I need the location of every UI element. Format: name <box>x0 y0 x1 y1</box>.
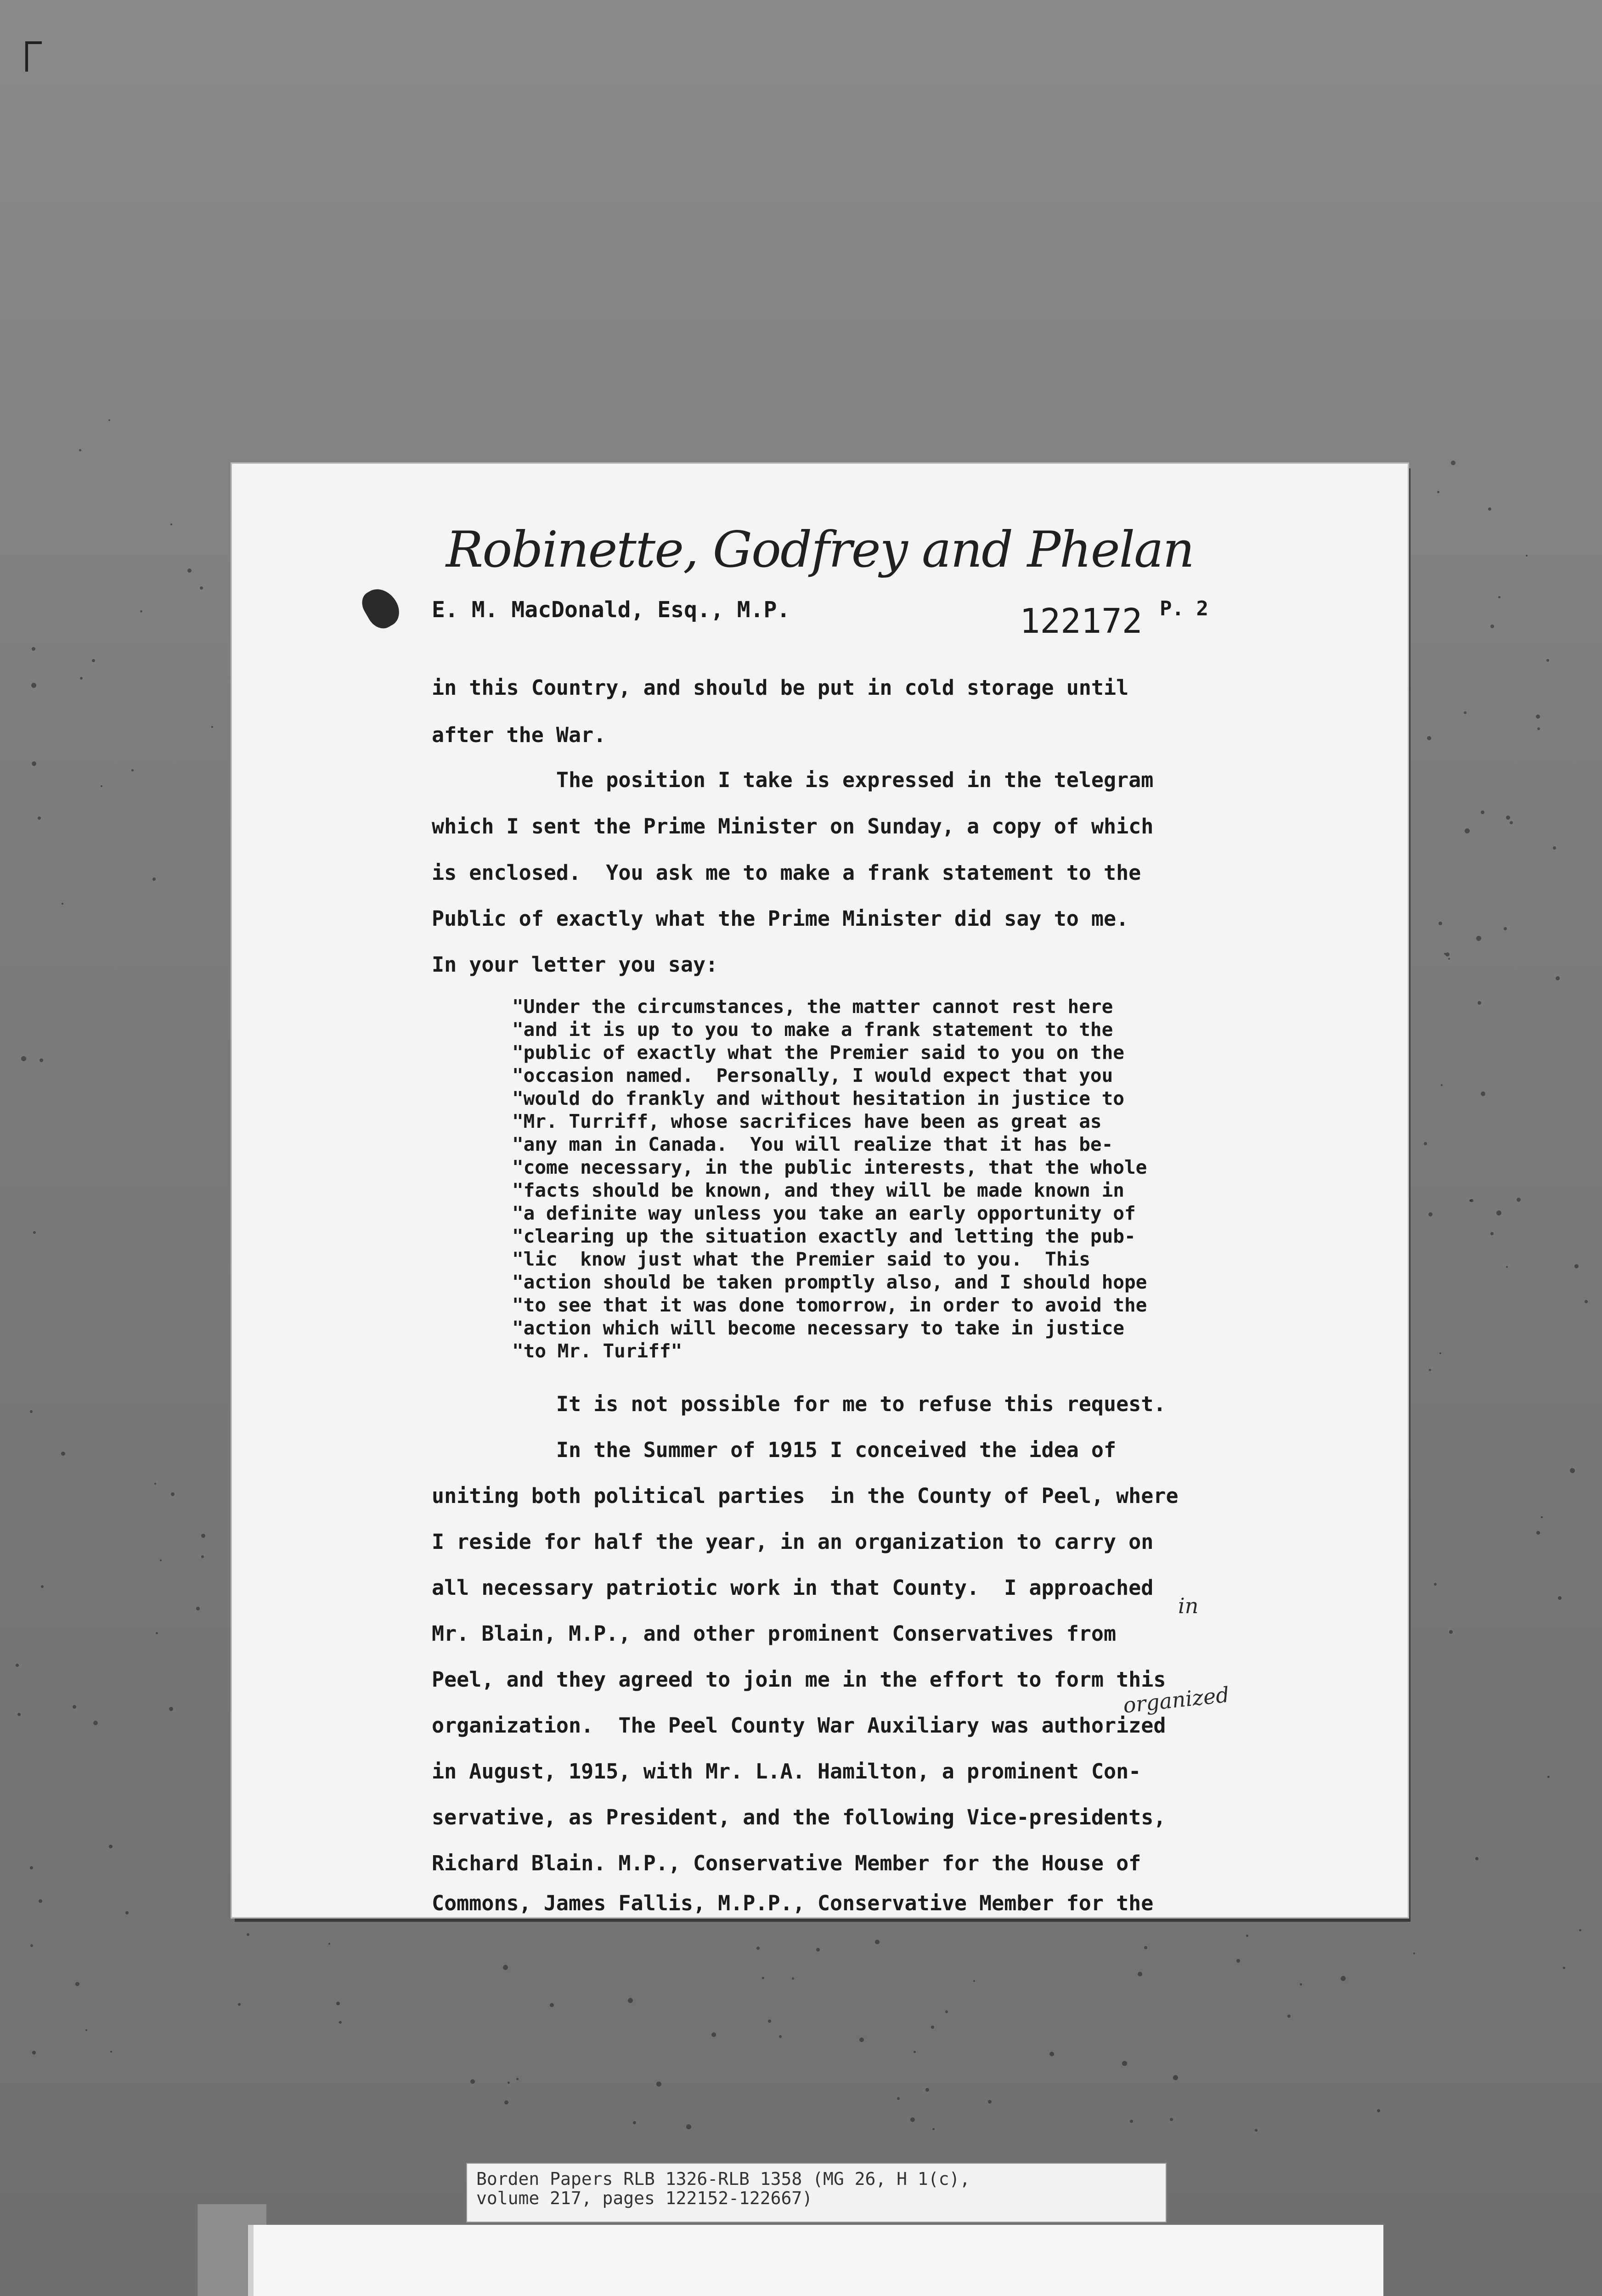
page-id-stamp: 122172 <box>1020 602 1143 641</box>
film-speckle <box>169 1707 173 1711</box>
citation-line: Borden Papers RLB 1326-RLB 1358 (MG 26, H 1(c), <box>476 2169 970 2189</box>
film-speckle <box>336 2002 340 2005</box>
film-speckle <box>109 1845 113 1848</box>
film-speckle <box>211 726 213 728</box>
film-speckle <box>762 1977 764 1979</box>
body-line: Public of exactly what the Prime Minister did say to me. <box>432 906 1129 931</box>
handwritten-correction: organized <box>1122 1682 1230 1718</box>
film-speckle <box>973 1980 975 1982</box>
film-speckle <box>1481 810 1484 814</box>
film-speckle <box>32 761 36 766</box>
film-speckle <box>1427 736 1431 740</box>
archive-citation-label <box>466 2163 1167 2223</box>
film-speckle <box>1526 555 1528 557</box>
film-speckle <box>196 1607 200 1610</box>
film-speckle <box>1496 1210 1501 1216</box>
film-speckle <box>1579 1929 1581 1931</box>
film-speckle <box>1429 1369 1431 1371</box>
body-line: uniting both political parties in the County of Peel, where <box>432 1484 1179 1508</box>
page-number: P. 2 <box>1160 597 1208 620</box>
film-speckle <box>73 1705 76 1709</box>
film-speckle <box>1556 976 1560 980</box>
handwritten-correction: in <box>1178 1593 1199 1618</box>
film-speckle <box>897 2097 900 2100</box>
body-line: after the War. <box>432 723 606 747</box>
film-speckle <box>470 2079 475 2084</box>
film-speckle <box>504 2100 508 2105</box>
corner-crop-mark <box>25 41 42 72</box>
film-speckle <box>156 1632 158 1634</box>
film-speckle <box>79 449 81 451</box>
film-speckle <box>1413 1953 1415 1954</box>
body-line: in August, 1915, with Mr. L.A. Hamilton, a prominent Con- <box>432 1759 1141 1784</box>
film-speckle <box>1144 1946 1147 1949</box>
film-speckle <box>125 1911 129 1914</box>
film-speckle <box>1490 1232 1494 1235</box>
film-speckle <box>1138 1972 1142 1976</box>
body-line: is enclosed. You ask me to make a frank statement to the <box>432 861 1141 885</box>
film-speckle <box>1510 821 1513 824</box>
film-speckle <box>170 523 172 525</box>
film-speckle <box>110 2051 112 2053</box>
film-speckle <box>39 1058 43 1062</box>
film-speckle <box>1547 1776 1550 1778</box>
body-line: Richard Blain. M.P., Conservative Member for the House of <box>432 1851 1141 1875</box>
body-line: In the Summer of 1915 I conceived the idea of <box>432 1438 1117 1462</box>
film-speckle <box>656 2082 661 2087</box>
film-speckle <box>171 1492 175 1496</box>
film-speckle <box>1478 1001 1481 1005</box>
film-speckle <box>201 1555 204 1558</box>
film-speckle <box>550 2003 554 2007</box>
film-speckle <box>93 1721 98 1725</box>
letterhead: Robinette, Godfrey and Phelan <box>446 521 1194 579</box>
film-speckle <box>1498 596 1500 598</box>
film-speckle <box>1517 1198 1521 1202</box>
film-speckle <box>633 2121 636 2124</box>
body-line: which I sent the Prime Minister on Sunday, a copy of which <box>432 814 1154 838</box>
film-speckle <box>756 1947 760 1950</box>
body-line: Mr. Blain, M.P., and other prominent Conservatives from <box>432 1621 1117 1646</box>
quoted-letter-excerpt: "Under the circumstances, the matter cannot rest here "and it is up to you to make a frank statement to the "public of exactly what the Premier said to you on the "occasion named. Personally, I would expect that you "would do frankly and without hesitation in justice to "Mr. Turriff, whose sacrifices have been as great as "any man in Canada. You will realize that it has be- "come necessary, in the public interests, that the whole "facts should be known, and they will be made known in "a definite way unless you take an early opportunity of "clearing up the situation exactly and letting the pub- "lic know just what the Premier said to you. This "action should be taken promptly also, and I should hope "to see that it was done tomorrow, in order to avoid the "action which will become necessary to take in justice "to Mr. Turiff" <box>512 996 1147 1362</box>
film-speckle <box>80 677 83 680</box>
film-speckle <box>1445 952 1450 957</box>
film-speckle <box>1481 1092 1485 1096</box>
film-speckle <box>85 2029 87 2031</box>
film-speckle <box>1536 715 1540 719</box>
body-line: organization. The Peel County War Auxiliary was authorized <box>432 1713 1166 1738</box>
film-speckle <box>1570 1468 1575 1473</box>
film-speckle <box>1049 2052 1054 2056</box>
body-line: all necessary patriotic work in that County. I approached <box>432 1576 1154 1600</box>
body-line: Peel, and they agreed to join me in the effort to form this <box>432 1667 1166 1692</box>
body-line: It is not possible for me to refuse this request. <box>432 1392 1166 1416</box>
film-speckle <box>1173 2075 1178 2080</box>
film-speckle <box>1434 1583 1437 1586</box>
addressee: E. M. MacDonald, Esq., M.P. <box>432 597 790 623</box>
citation-line: volume 217, pages 122152-122667) <box>476 2188 813 2208</box>
film-speckle <box>1563 1967 1565 1969</box>
film-speckle <box>140 610 142 613</box>
film-speckle <box>686 2124 691 2129</box>
film-speckle <box>101 785 102 787</box>
film-speckle <box>1574 1264 1579 1268</box>
film-speckle <box>17 1713 21 1716</box>
film-speckle <box>1170 2118 1173 2121</box>
letter-page <box>232 464 1408 1917</box>
film-speckle <box>945 2010 948 2013</box>
film-speckle <box>1246 1935 1248 1937</box>
body-line: I reside for half the year, in an organization to carry on <box>432 1530 1154 1554</box>
film-speckle <box>62 903 63 905</box>
paper-clip-mark <box>357 582 406 633</box>
film-speckle <box>1255 2129 1258 2132</box>
film-speckle <box>33 1231 36 1234</box>
film-speckle <box>1448 958 1450 960</box>
film-speckle <box>1424 1142 1427 1145</box>
body-line: In your letter you say: <box>432 952 718 977</box>
film-speckle <box>1476 936 1481 941</box>
body-line: The position I take is expressed in the telegram <box>432 768 1154 792</box>
film-speckle <box>768 2020 771 2023</box>
body-line: in this Country, and should be put in cold storage until <box>432 675 1129 700</box>
film-speckle <box>1558 1596 1562 1600</box>
film-speckle <box>16 1664 19 1667</box>
film-speckle <box>1236 1959 1240 1963</box>
film-speckle <box>875 1940 880 1944</box>
film-speckle <box>932 2128 935 2130</box>
body-line: servative, as President, and the following Vice-presidents, <box>432 1805 1166 1829</box>
body-line: Commons, James Fallis, M.P.P., Conservative Member for the <box>432 1891 1154 1915</box>
archives-card <box>248 2225 1383 2296</box>
